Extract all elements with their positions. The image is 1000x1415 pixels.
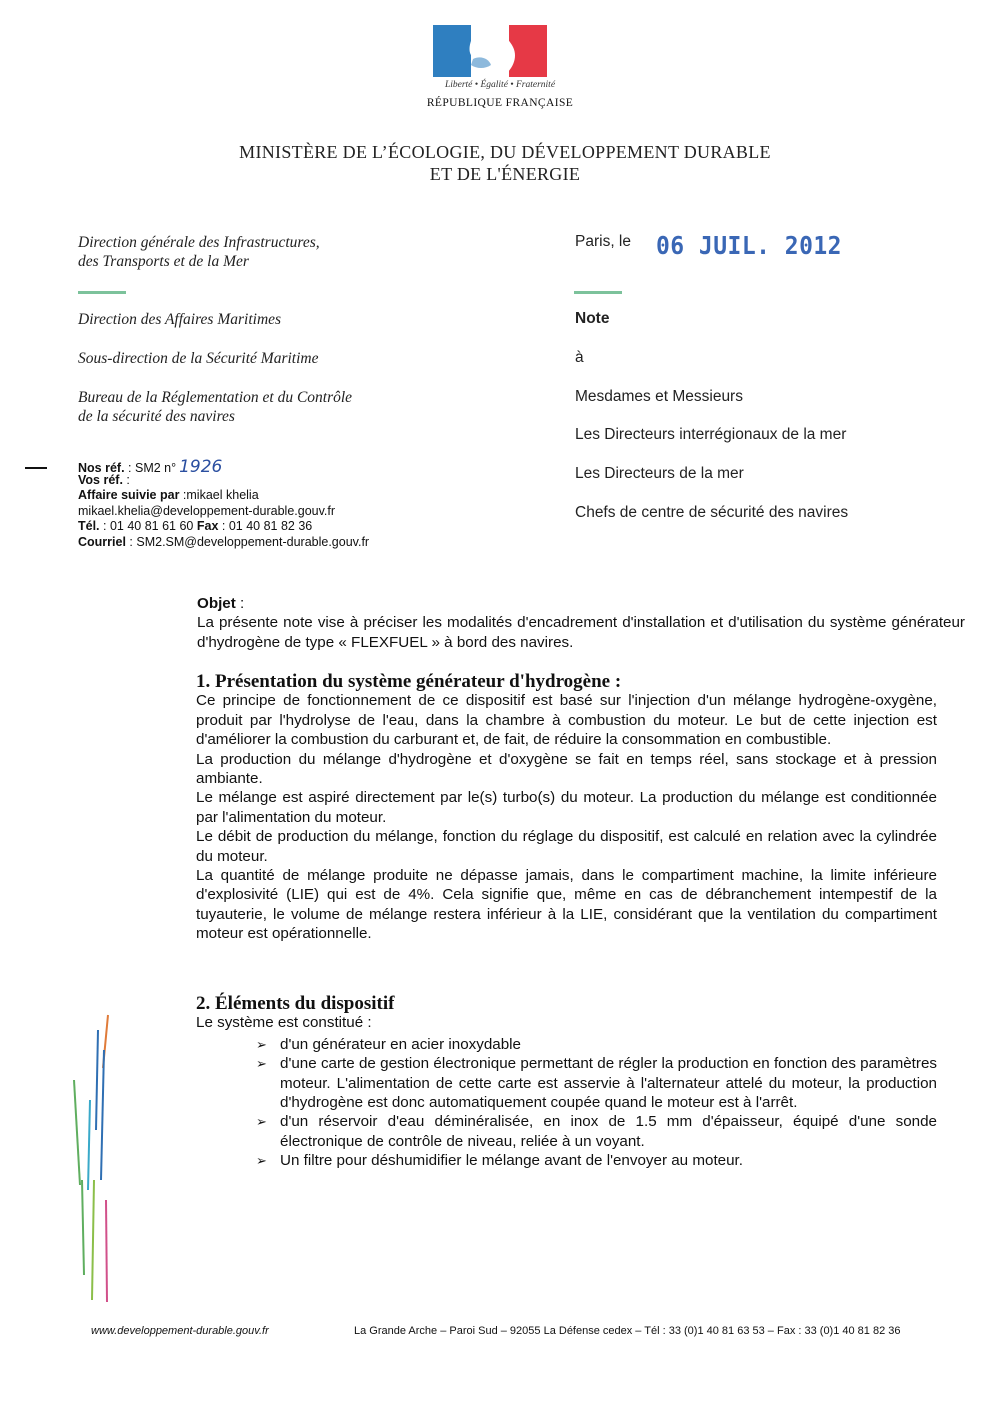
section-2-intro: Le système est constitué :: [196, 1014, 372, 1032]
list-item: ➢ Un filtre pour déshumidifier le mélange avant de l'envoyer au moteur.: [256, 1152, 743, 1170]
affaire-suivie: Affaire suivie par :mikael khelia: [78, 488, 259, 502]
recipient-a: à: [575, 349, 584, 366]
sender-bureau-line-1: Bureau de la Réglementation et du Contrôle: [78, 389, 353, 406]
decorative-lines: [60, 1010, 130, 1310]
ministry-line-2: ET DE L'ÉNERGIE: [429, 164, 581, 184]
arrow-bullet-icon: ➢: [256, 1153, 267, 1169]
section-1: [196, 672, 937, 944]
list-item: ➢ d'un générateur en acier inoxydable: [256, 1035, 522, 1053]
republic-motto: Liberté • Égalité • Fraternité: [444, 80, 556, 90]
recipient-line-4: Chefs de centre de sécurité des navires: [575, 504, 849, 521]
handwritten-ref-number: 1926: [179, 457, 223, 477]
section-1-paragraph: Le mélange est aspiré directement par le(s) turbo(s) du moteur. La production du mélange est conditionnée par l'alimentation du moteur.: [196, 789, 937, 826]
footer-url[interactable]: www.developpement-durable.gouv.fr: [91, 1325, 269, 1337]
section-2-title: 2. Éléments du dispositif: [196, 993, 395, 1014]
contact-courriel: Courriel : SM2.SM@developpement-durable.gouv.fr: [78, 534, 370, 549]
section-1-paragraph: La quantité de mélange produite ne dépasse jamais, dans le compartiment machine, la limite inférieure d'explosivité (LIE) qui est de 4%. Cela signifie que, même en cas de débranchement intempestif de la tuyauterie, le volume de mélange restera inférieur à la LIE, considérant que la ventilation du compartiment moteur est opérationnelle.: [196, 867, 937, 943]
section-1-paragraph: La production du mélange d'hydrogène et d'oxygène se fait en temps réel, sans stockage et à pression ambiante.: [196, 750, 937, 788]
contact-email: mikael.khelia@developpement-durable.gouv.fr: [78, 503, 336, 518]
ministry-title: [150, 141, 860, 185]
note-label: Note: [575, 310, 610, 327]
sender-bureau-line-2: de la sécurité des navires: [78, 408, 235, 425]
section-2: [196, 994, 937, 1171]
republic-name: RÉPUBLIQUE FRANÇAISE: [426, 97, 574, 109]
objet-text: La présente note vise à préciser les modalités d'encadrement d'installation et d'utilisation du système générateur d'hydrogène de type « FLEXFUEL » à bord des navires.: [197, 614, 965, 651]
recipient-divider: [574, 291, 622, 294]
section-1-title: 1. Présentation du système générateur d'hydrogène :: [196, 671, 622, 692]
arrow-bullet-icon: ➢: [256, 1114, 267, 1130]
objet-heading: Objet :: [197, 595, 245, 612]
marianne-logo: [433, 25, 547, 77]
arrow-bullet-icon: ➢: [256, 1036, 267, 1052]
sender-dg-line-1: Direction générale des Infrastructures,: [78, 234, 320, 251]
arrow-bullet-icon: ➢: [256, 1056, 267, 1072]
nos-ref: Nos réf. : SM2 n° 1926: [78, 457, 223, 477]
sender-direction: Direction des Affaires Maritimes: [78, 311, 282, 328]
list-item: ➢ d'une carte de gestion électronique permettant de régler la production en fonction des paramètres moteur. L'alimentation de cette carte est asservie à l'alternateur attelé du moteur, la production d'hydrogène est donc automatiquement coupée quand le moteur est à l'arrêt.: [256, 1055, 937, 1112]
list-item: ➢ d'un réservoir d'eau déminéralisée, en inox de 1.5 mm d'épaisseur, équipé d'une sonde électronique de contrôle de niveau, reliée à un voyant.: [256, 1113, 937, 1150]
sender-dg: [78, 233, 320, 271]
sender-dg-line-2: des Transports et de la Mer: [78, 253, 249, 270]
sender-sous-direction: Sous-direction de la Sécurité Maritime: [78, 350, 319, 367]
vos-ref: Vos réf. :: [78, 472, 130, 487]
section-1-paragraph: Ce principe de fonctionnement de ce dispositif est basé sur l'injection d'un mélange hydrogène-oxygène, produit par l'hydrolyse de l'eau, dans la chambre à combustion du moteur. Le but de cette injection est d'améliorer la combustion du carburant et, de fait, de réduire la consommation en combustible.: [196, 692, 937, 749]
sender-divider: [78, 291, 126, 294]
margin-dash: [25, 467, 47, 469]
sender-bureau: [78, 388, 352, 426]
recipient-line-3: Les Directeurs de la mer: [575, 465, 744, 482]
place-label: Paris, le: [575, 233, 631, 250]
component-list: [196, 1035, 937, 1171]
recipient-line-2: Les Directeurs interrégionaux de la mer: [575, 426, 847, 443]
objet-block: [197, 594, 965, 652]
contact-tel-fax: Tél. : 01 40 81 61 60 Fax : 01 40 81 82 36: [78, 519, 313, 533]
references-block: [78, 457, 370, 550]
ministry-line-1: MINISTÈRE DE L’ÉCOLOGIE, DU DÉVELOPPEMENT DURABLE: [239, 142, 771, 162]
footer-address: La Grande Arche – Paroi Sud – 92055 La Défense cedex – Tél : 33 (0)1 40 81 63 53 – Fax : 33 (0)1 40 81 82 36: [354, 1325, 901, 1337]
recipient-line-1: Mesdames et Messieurs: [575, 388, 743, 405]
section-1-paragraph: Le débit de production du mélange, fonction du réglage du dispositif, est calculé en relation avec la cylindrée du moteur.: [196, 828, 937, 865]
date-stamp: 06 JUIL. 2012: [656, 231, 842, 260]
